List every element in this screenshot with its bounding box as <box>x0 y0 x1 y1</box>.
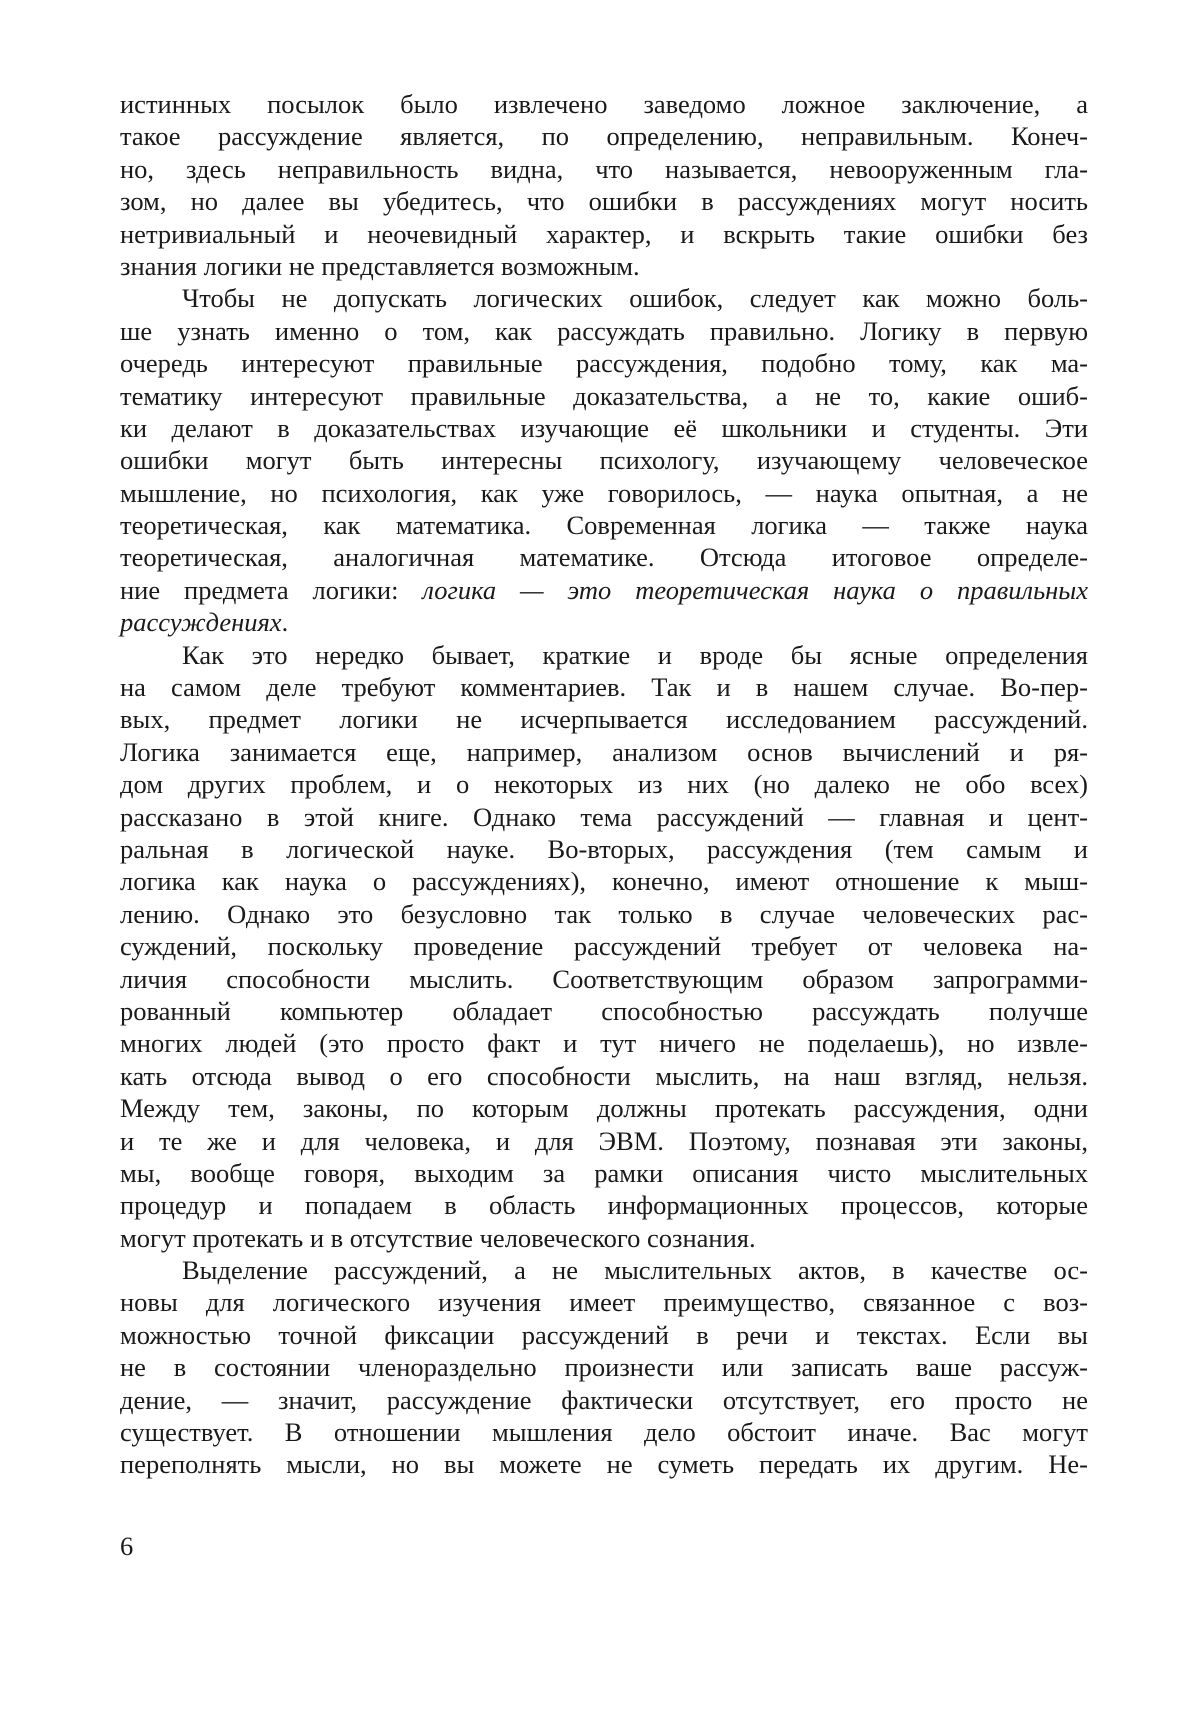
text-run: переполнять мысли, но вы можете не суметь передать их другим. Не- <box>120 1449 1088 1480</box>
text-line <box>120 282 1088 314</box>
text-line <box>120 1384 1088 1416</box>
text-run: Выделение рассуждений, а не мыслительных актов, в качестве ос- <box>182 1255 1088 1286</box>
text-run: и те же и для человека, и для ЭВМ. Поэтому, познавая эти законы, <box>120 1125 1088 1156</box>
text-line <box>120 1027 1088 1059</box>
text-line <box>120 218 1088 250</box>
text-run: дом других проблем, и о некоторых из них (но далеко не обо всех) <box>120 769 1088 800</box>
text-line <box>120 1125 1088 1157</box>
text-run: ки делают в доказательствах изучающие её школьники и студенты. Эти <box>120 412 1088 443</box>
text-run: Логика занимается еще, например, анализом основ вычислений и ря- <box>120 736 1088 767</box>
text-run: многих людей (это просто факт и тут ничего не поделаешь), но извле- <box>120 1028 1088 1059</box>
text-line <box>120 1286 1088 1318</box>
text-line <box>120 1351 1088 1383</box>
text-run: мы, вообще говоря, выходим за рамки описания чисто мыслительных <box>120 1157 1088 1188</box>
italic-text: логика — это теоретическая наука о правильных <box>422 574 1088 605</box>
text-run: теоретическая, аналогичная математике. Отсюда итоговое определе- <box>120 542 1088 573</box>
text-run: личия способности мыслить. Соответствующим образом запрограмми- <box>120 963 1088 994</box>
text-line <box>120 574 1088 606</box>
text-line <box>120 250 1088 282</box>
text-run: . <box>281 607 289 638</box>
text-line <box>120 1092 1088 1124</box>
text-line <box>120 541 1088 573</box>
text-line <box>120 736 1088 768</box>
text-line <box>120 153 1088 185</box>
text-run: Как это нередко бывает, краткие и вроде бы ясные определения <box>182 639 1088 670</box>
text-line <box>120 865 1088 897</box>
text-line <box>120 833 1088 865</box>
text-line <box>120 606 1088 638</box>
text-line <box>120 1222 1088 1254</box>
text-line <box>120 639 1088 671</box>
text-run: тематику интересуют правильные доказательства, а не то, какие ошиб- <box>120 380 1088 411</box>
text-line <box>120 1189 1088 1221</box>
text-run: логика как наука о рассуждениях), конечно, имеют отношение к мыш- <box>120 866 1088 897</box>
text-line <box>120 88 1088 120</box>
text-run: ошибки могут быть интересны психологу, изучающему человеческое <box>120 445 1088 476</box>
paragraph <box>120 1254 1088 1481</box>
italic-text: рассуждениях <box>120 607 282 638</box>
text-line <box>120 509 1088 541</box>
text-run: но, здесь неправильность видна, что называется, невооруженным гла- <box>120 153 1088 184</box>
text-line <box>120 380 1088 412</box>
text-run: не в состоянии членораздельно произнести или записать ваше рассуж- <box>120 1352 1088 1383</box>
text-line <box>120 412 1088 444</box>
text-run: ние предмета логики: <box>120 574 423 605</box>
text-line <box>120 185 1088 217</box>
text-run: Чтобы не допускать логических ошибок, следует как можно боль- <box>182 283 1088 314</box>
text-run: суждений, поскольку проведение рассуждений требует от человека на- <box>120 931 1088 962</box>
text-run: очередь интересуют правильные рассуждения, подобно тому, как ма- <box>120 348 1088 379</box>
text-run: дение, — значит, рассуждение фактически отсутствует, его просто не <box>120 1384 1088 1415</box>
text-line <box>120 1319 1088 1351</box>
text-line <box>120 768 1088 800</box>
text-run: существует. В отношении мышления дело обстоит иначе. Вас могут <box>120 1417 1088 1448</box>
text-line <box>120 444 1088 476</box>
text-run: можностью точной фиксации рассуждений в речи и текстах. Если вы <box>120 1319 1088 1350</box>
text-line <box>120 703 1088 735</box>
text-line <box>120 1060 1088 1092</box>
text-line <box>120 120 1088 152</box>
text-run: процедур и попадаем в область информационных процессов, которые <box>120 1190 1088 1221</box>
text-run: вых, предмет логики не исчерпывается исследованием рассуждений. <box>120 704 1088 735</box>
text-run: лению. Однако это безусловно так только в случае человеческих рас- <box>120 898 1088 929</box>
text-run: новы для логического изучения имеет преимущество, связанное с воз- <box>120 1287 1088 1318</box>
text-run: знания логики не представляется возможным. <box>120 250 640 281</box>
text-line <box>120 995 1088 1027</box>
text-line <box>120 1416 1088 1448</box>
text-run: зом, но далее вы убедитесь, что ошибки в рассуждениях могут носить <box>120 186 1088 217</box>
paragraph <box>120 88 1088 282</box>
paragraph <box>120 282 1088 638</box>
text-line <box>120 1448 1088 1480</box>
text-run: теоретическая, как математика. Современная логика — также наука <box>120 510 1088 541</box>
text-run: мышление, но психология, как уже говорилось, — наука опытная, а не <box>120 477 1088 508</box>
text-line <box>120 347 1088 379</box>
text-run: ральная в логической науке. Во-вторых, рассуждения (тем самым и <box>120 833 1088 864</box>
text-run: на самом деле требуют комментариев. Так и в нашем случае. Во-пер- <box>120 672 1088 703</box>
text-line <box>120 1254 1088 1286</box>
text-line <box>120 671 1088 703</box>
text-run: рассказано в этой книге. Однако тема рассуждений — главная и цент- <box>120 801 1088 832</box>
text-run: ше узнать именно о том, как рассуждать правильно. Логику в первую <box>120 315 1088 346</box>
text-run: рованный компьютер обладает способностью рассуждать получше <box>120 995 1088 1026</box>
text-line <box>120 1157 1088 1189</box>
text-line <box>120 801 1088 833</box>
text-line <box>120 315 1088 347</box>
text-line <box>120 963 1088 995</box>
text-run: такое рассуждение является, по определению, неправильным. Конеч- <box>120 121 1088 152</box>
text-run: могут протекать и в отсутствие человеческого сознания. <box>120 1222 756 1253</box>
text-line <box>120 477 1088 509</box>
page-number: 6 <box>120 1531 134 1561</box>
body-text <box>120 88 1088 1481</box>
text-run: нетривиальный и неочевидный характер, и вскрыть такие ошибки без <box>120 218 1088 249</box>
text-run: кать отсюда вывод о его способности мыслить, на наш взгляд, нельзя. <box>120 1060 1088 1091</box>
text-line <box>120 930 1088 962</box>
text-run: Между тем, законы, по которым должны протекать рассуждения, одни <box>120 1093 1088 1124</box>
text-run: истинных посылок было извлечено заведомо ложное заключение, а <box>120 89 1088 119</box>
text-line <box>120 898 1088 930</box>
paragraph <box>120 639 1088 1254</box>
